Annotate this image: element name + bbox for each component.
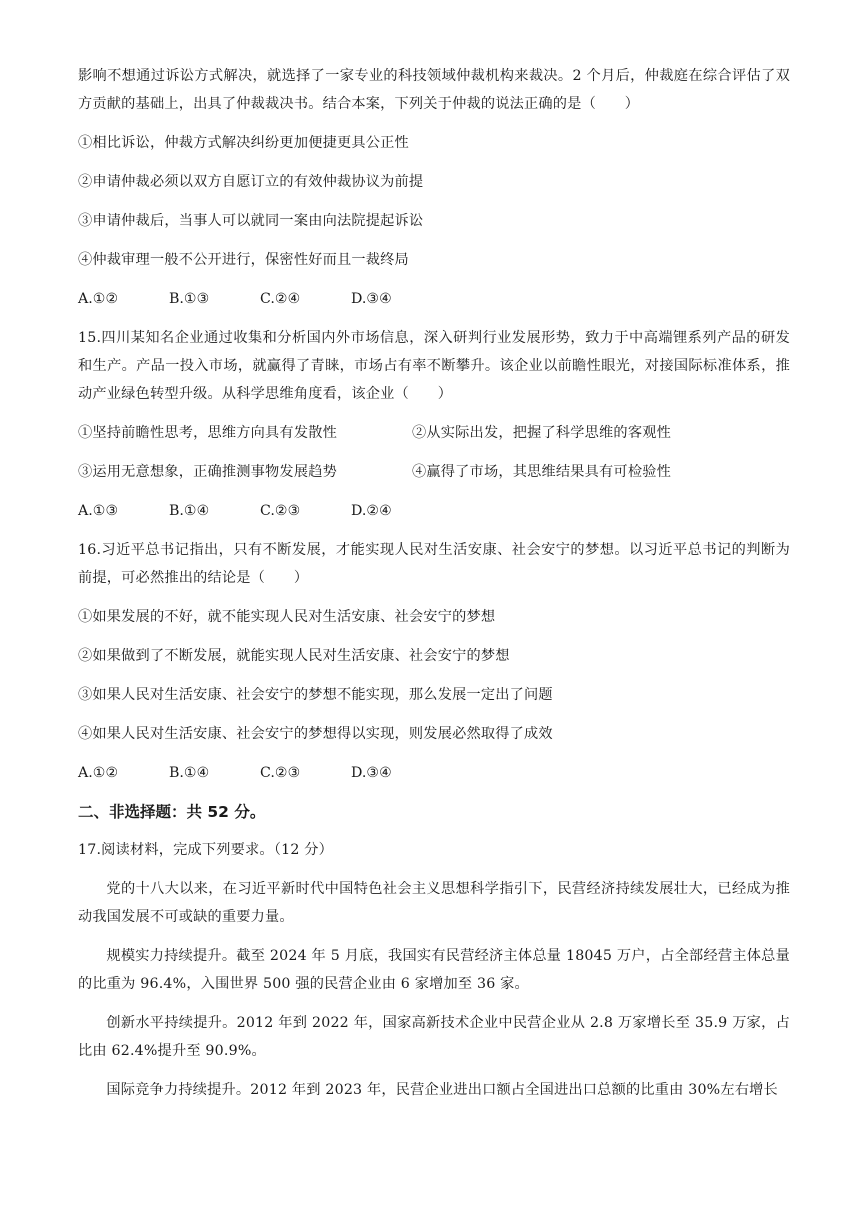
choice-a: A.①② <box>78 291 119 307</box>
question-16-option-1: ①如果发展的不好，就不能实现人民对生活安康、社会安宁的梦想 <box>78 609 496 625</box>
question-14-option-1: ①相比诉讼，仲裁方式解决纠纷更加便捷更具公正性 <box>78 135 409 151</box>
question-16-option-3: ③如果人民对生活安康、社会安宁的梦想不能实现，那么发展一定出了问题 <box>78 687 553 703</box>
question-14-option-3: ③申请仲裁后，当事人可以就同一案由向法院提起诉讼 <box>78 213 424 229</box>
question-16-option-4: ④如果人民对生活安康、社会安宁的梦想得以实现，则发展必然取得了成效 <box>78 726 553 742</box>
choice-c: C.②③ <box>260 503 301 519</box>
material-paragraph: 规模实力持续提升。截至 2024 年 5 月底，我国实有民营经济主体总量 18045 万户，占全部经营主体总量的比重为 96.4%，入围世界 500 强的民营企业由 6 家增加至 36 家。 <box>78 948 790 992</box>
exam-page <box>78 62 790 1115</box>
question-15-options-row-2 <box>78 458 790 486</box>
question-14-option-2: ②申请仲裁必须以双方自愿订立的有效仲裁协议为前提 <box>78 174 424 190</box>
choice-d: D.②④ <box>351 503 392 519</box>
question-14-stem: 影响不想通过诉讼方式解决，就选择了一家专业的科技领域仲裁机构来裁决。2 个月后，仲裁庭在综合评估了双方贡献的基础上，出具了仲裁裁决书。结合本案，下列关于仲裁的说法正确的是（ ） <box>78 68 790 112</box>
question-15-stem: 15.四川某知名企业通过收集和分析国内外市场信息，深入研判行业发展形势，致力于中高端锂系列产品的研发和生产。产品一投入市场，就赢得了青睐，市场占有率不断攀升。该企业以前瞻性眼光，对接国际标准体系，推动产业绿色转型升级。从科学思维角度看，该企业（ ） <box>78 330 790 402</box>
section-heading: 二、非选择题：共 52 分。 <box>78 803 266 821</box>
question-15-option-3: ③运用无意想象，正确推测事物发展趋势 <box>78 464 337 480</box>
question-15-choices <box>78 497 790 525</box>
choice-b: B.①④ <box>169 503 210 519</box>
question-15-option-4: ④赢得了市场，其思维结果具有可检验性 <box>412 464 671 480</box>
question-16-choices <box>78 759 790 787</box>
choice-d: D.③④ <box>351 291 392 307</box>
material-paragraph: 国际竞争力持续提升。2012 年到 2023 年，民营企业进出口额占全国进出口总额的比重由 30%左右增长 <box>106 1082 778 1098</box>
choice-c: C.②③ <box>260 765 301 781</box>
choice-a: A.①③ <box>78 503 119 519</box>
choice-b: B.①③ <box>169 291 210 307</box>
question-16-option-2: ②如果做到了不断发展，就能实现人民对生活安康、社会安宁的梦想 <box>78 648 510 664</box>
question-14-choices <box>78 285 790 313</box>
choice-b: B.①④ <box>169 765 210 781</box>
choice-a: A.①② <box>78 765 119 781</box>
question-15-option-1: ①坚持前瞻性思考，思维方向具有发散性 <box>78 425 337 441</box>
question-15-option-2: ②从实际出发，把握了科学思维的客观性 <box>412 425 671 441</box>
material-paragraph: 创新水平持续提升。2012 年到 2022 年，国家高新技术企业中民营企业从 2.8 万家增长至 35.9 万家，占比由 62.4%提升至 90.9%。 <box>78 1015 790 1059</box>
question-16-stem: 16.习近平总书记指出，只有不断发展，才能实现人民对生活安康、社会安宁的梦想。以习近平总书记的判断为前提，可必然推出的结论是（ ） <box>78 542 790 586</box>
question-17-stem: 17.阅读材料，完成下列要求。（12 分） <box>78 842 334 858</box>
question-15-options-row-1 <box>78 419 790 447</box>
question-14-option-4: ④仲裁审理一般不公开进行，保密性好而且一裁终局 <box>78 252 409 268</box>
choice-d: D.③④ <box>351 765 392 781</box>
material-paragraph: 党的十八大以来，在习近平新时代中国特色社会主义思想科学指引下，民营经济持续发展壮大，已经成为推动我国发展不可或缺的重要力量。 <box>78 881 790 925</box>
choice-c: C.②④ <box>260 291 301 307</box>
